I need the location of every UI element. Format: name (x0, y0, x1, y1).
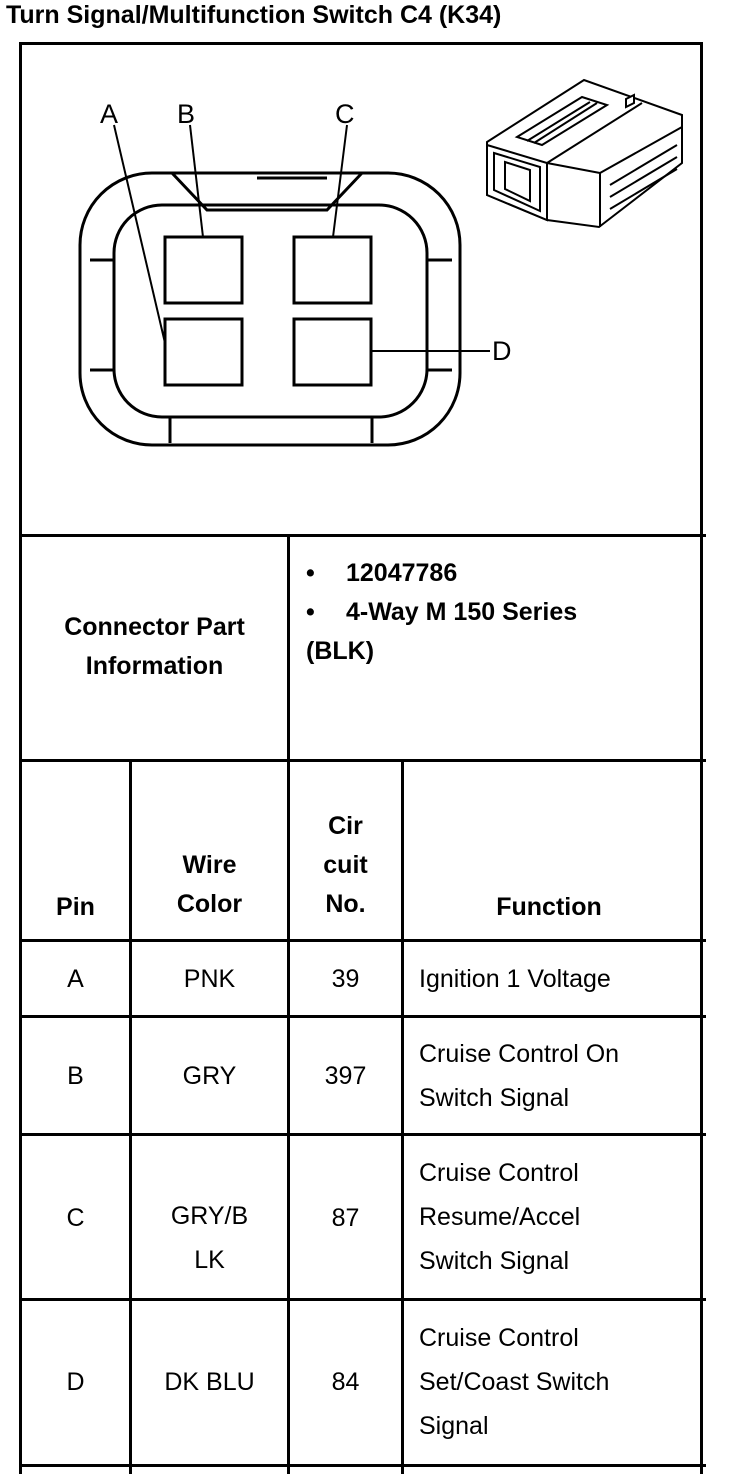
connector-illustration (487, 80, 682, 227)
pin-label-d: D (492, 336, 512, 366)
cavity-b (165, 237, 242, 303)
pin-label-a: A (100, 99, 119, 129)
header-wire-color: Wire Color (176, 851, 243, 918)
divider (19, 1015, 706, 1018)
row-d-color: DK BLU (164, 1368, 255, 1396)
cavity-a (165, 319, 242, 385)
header-function: Function (496, 893, 602, 921)
row-c-pin: C (66, 1204, 85, 1232)
row-a-function: Ignition 1 Voltage (419, 965, 611, 993)
connector-info-label: Connector Part Information (64, 613, 245, 680)
page-title: Turn Signal/Multifunction Switch C4 (K34) (6, 1, 502, 29)
divider (19, 1298, 706, 1301)
row-a-pin: A (67, 965, 84, 993)
row-a-color: PNK (183, 965, 236, 993)
row-b-function: Cruise Control On Switch Signal (419, 1040, 620, 1112)
row-d-pin: D (66, 1368, 85, 1396)
row-d-circuit: 84 (331, 1368, 360, 1396)
pin-label-c: C (335, 99, 355, 129)
row-d-function: Cruise Control Set/Coast Switch Signal (419, 1324, 610, 1440)
cavity-d (294, 319, 371, 385)
part-number: • 12047786 (306, 559, 458, 587)
divider (19, 939, 706, 942)
row-c-color: GRY/B LK (170, 1202, 249, 1274)
series-color: (BLK) (306, 637, 375, 665)
row-b-color: GRY (182, 1062, 237, 1090)
connector-diagram (22, 45, 703, 535)
header-pin: Pin (56, 893, 95, 921)
row-a-circuit: 39 (331, 965, 360, 993)
connector-housing-inner (114, 205, 427, 417)
row-b-circuit: 397 (324, 1062, 367, 1090)
connector-info-details (306, 554, 696, 671)
pin-label-b: B (177, 99, 196, 129)
series-line: • 4-Way M 150 Series (306, 598, 578, 626)
row-b-pin: B (67, 1062, 84, 1090)
divider (19, 759, 706, 762)
divider (19, 1464, 706, 1467)
row-c-function: Cruise Control Resume/Accel Switch Signal (419, 1159, 581, 1275)
header-circuit-no: Cir cuit No. (323, 812, 368, 918)
connector-housing-outer (80, 173, 460, 445)
divider (401, 759, 404, 1474)
row-c-circuit: 87 (331, 1204, 360, 1232)
divider (287, 534, 290, 1474)
divider (19, 1133, 706, 1136)
cavity-c (294, 237, 371, 303)
